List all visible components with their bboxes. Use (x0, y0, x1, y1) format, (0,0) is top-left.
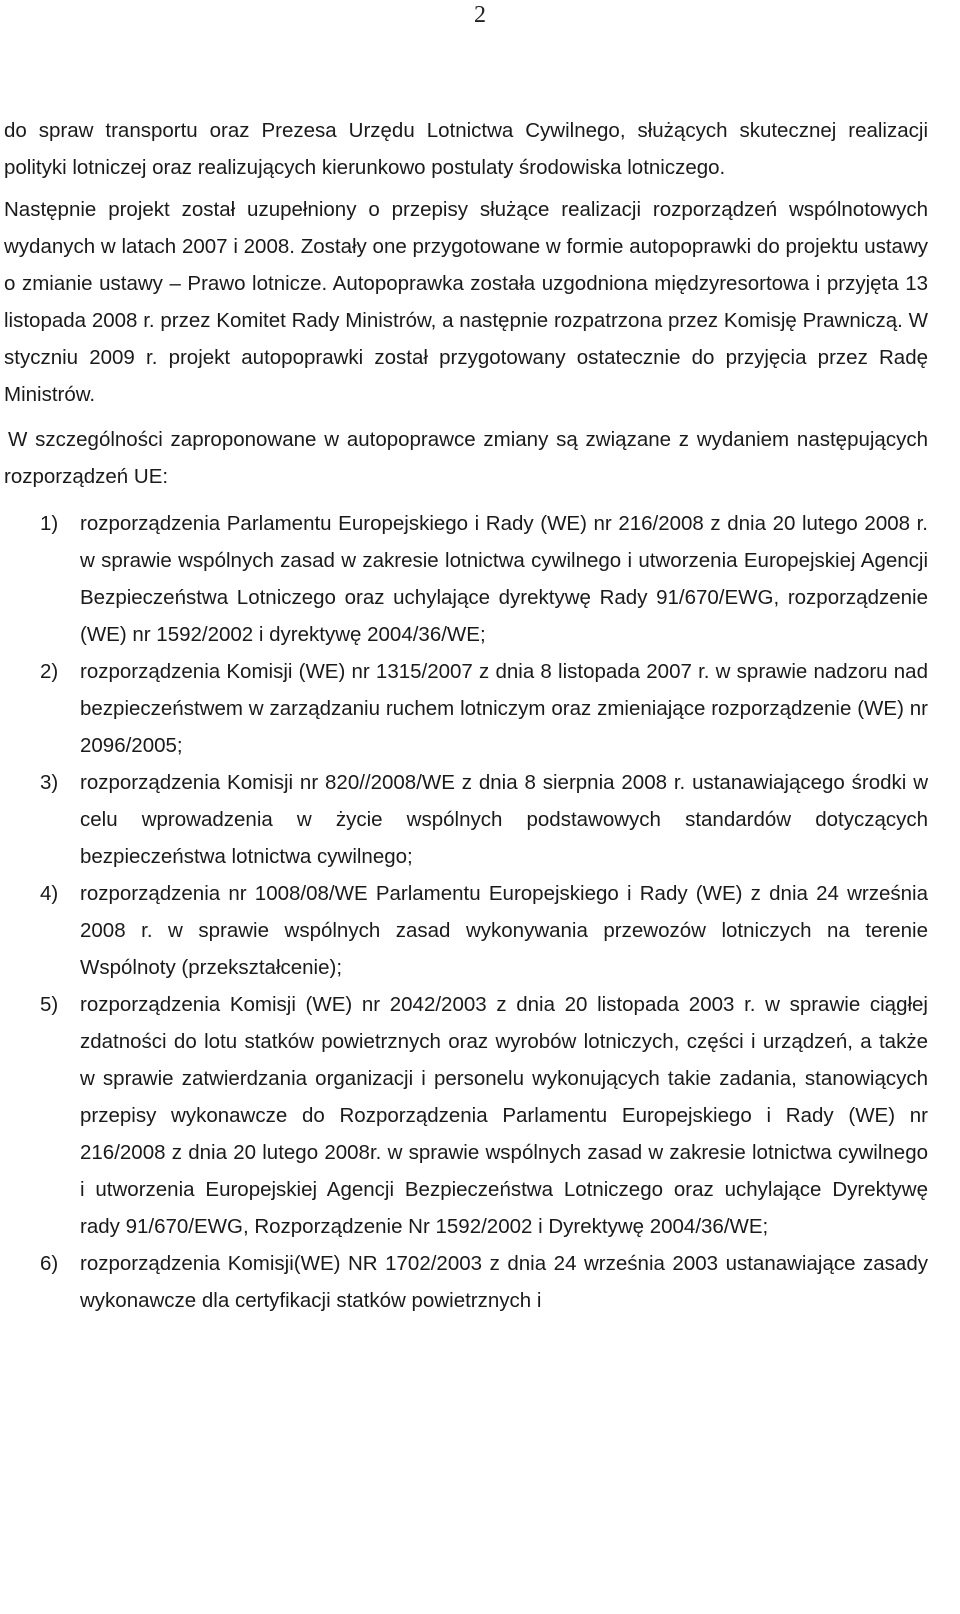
list-item (4, 1245, 928, 1319)
list-item-text: rozporządzenia Komisji (WE) nr 2042/2003 z dnia 20 listopada 2003 r. w sprawie ciągłej zdatności do lotu statków powietrznych oraz wyrobów lotniczych, części i urządzeń, a także w sprawie zatwierdzania organizacji i personelu wykonujących takie zadania, stanowiących przepisy wykonawcze do Rozporządzenia Parlamentu Europejskiego i Rady (WE) nr 216/2008 z dnia 20 lutego 2008r. w sprawie wspólnych zasad w zakresie lotnictwa cywilnego i utworzenia Europejskiej Agencji Bezpieczeństwa Lotniczego oraz uchylające Dyrektywę rady 91/670/EWG, Rozporządzenie Nr 1592/2002 i Dyrektywę 2004/36/WE; (80, 993, 928, 1238)
list-item-number: 2) (40, 660, 59, 683)
paragraph-list-lead: W szczególności zaproponowane w autopoprawce zmiany są związane z wydaniem następujących rozporządzeń UE: (4, 428, 928, 488)
list-item-number: 6) (40, 1252, 59, 1275)
list-item (4, 764, 928, 875)
list-item-text: rozporządzenia Komisji nr 820//2008/WE z dnia 8 sierpnia 2008 r. ustanawiającego środki w celu wprowadzenia w życie wspólnych podstawowych standardów dotyczących bezpieczeństwa lotnictwa cywilnego; (80, 771, 928, 868)
list-item-text: rozporządzenia Komisji (WE) nr 1315/2007 z dnia 8 listopada 2007 r. w sprawie nadzoru nad bezpieczeństwem w zarządzaniu ruchem lotniczym oraz zmieniające rozporządzenie (WE) nr 2096/2005; (80, 660, 928, 757)
list-item-text: rozporządzenia Komisji(WE) NR 1702/2003 z dnia 24 września 2003 ustanawiające zasady wykonawcze dla certyfikacji statków powietrznych i (80, 1252, 928, 1312)
list-item (4, 505, 928, 653)
list-item-number: 3) (40, 771, 59, 794)
list-item-number: 5) (40, 993, 59, 1016)
page-number: 2 (474, 2, 486, 28)
list-item (4, 653, 928, 764)
list-item-text: rozporządzenia Parlamentu Europejskiego i Rady (WE) nr 216/2008 z dnia 20 lutego 2008 r. w sprawie wspólnych zasad w zakresie lotnictwa cywilnego i utworzenia Europejskiej Agencji Bezpieczeństwa Lotniczego oraz uchylające dyrektywę Rady 91/670/EWG, rozporządzenie (WE) nr 1592/2002 i dyrektywę 2004/36/WE; (80, 512, 928, 646)
list-item-number: 1) (40, 512, 59, 535)
list-item (4, 986, 928, 1245)
paragraph-intro-continuation: do spraw transportu oraz Prezesa Urzędu Lotnictwa Cywilnego, służących skutecznej realizacji polityki lotniczej oraz realizujących kierunkowo postulaty środowiska lotniczego. (4, 119, 928, 179)
paragraph-project-supplement: Następnie projekt został uzupełniony o przepisy służące realizacji rozporządzeń wspólnotowych wydanych w latach 2007 i 2008. Zostały one przygotowane w formie autopoprawki do projektu ustawy o zmianie ustawy – Prawo lotnicze. Autopoprawka została uzgodniona międzyresortowa i przyjęta 13 listopada 2008 r. przez Komitet Rady Ministrów, a następnie rozpatrzona przez Komisję Prawniczą. W styczniu 2009 r. projekt autopoprawki został przygotowany ostatecznie do przyjęcia przez Radę Ministrów. (4, 198, 928, 406)
document-body (4, 112, 928, 1319)
list-item-number: 4) (40, 882, 59, 905)
list-item (4, 875, 928, 986)
list-item-text: rozporządzenia nr 1008/08/WE Parlamentu Europejskiego i Rady (WE) z dnia 24 września 2008 r. w sprawie wspólnych zasad wykonywania przewozów lotniczych na terenie Wspólnoty (przekształcenie); (80, 882, 928, 979)
regulations-list (4, 505, 928, 1319)
